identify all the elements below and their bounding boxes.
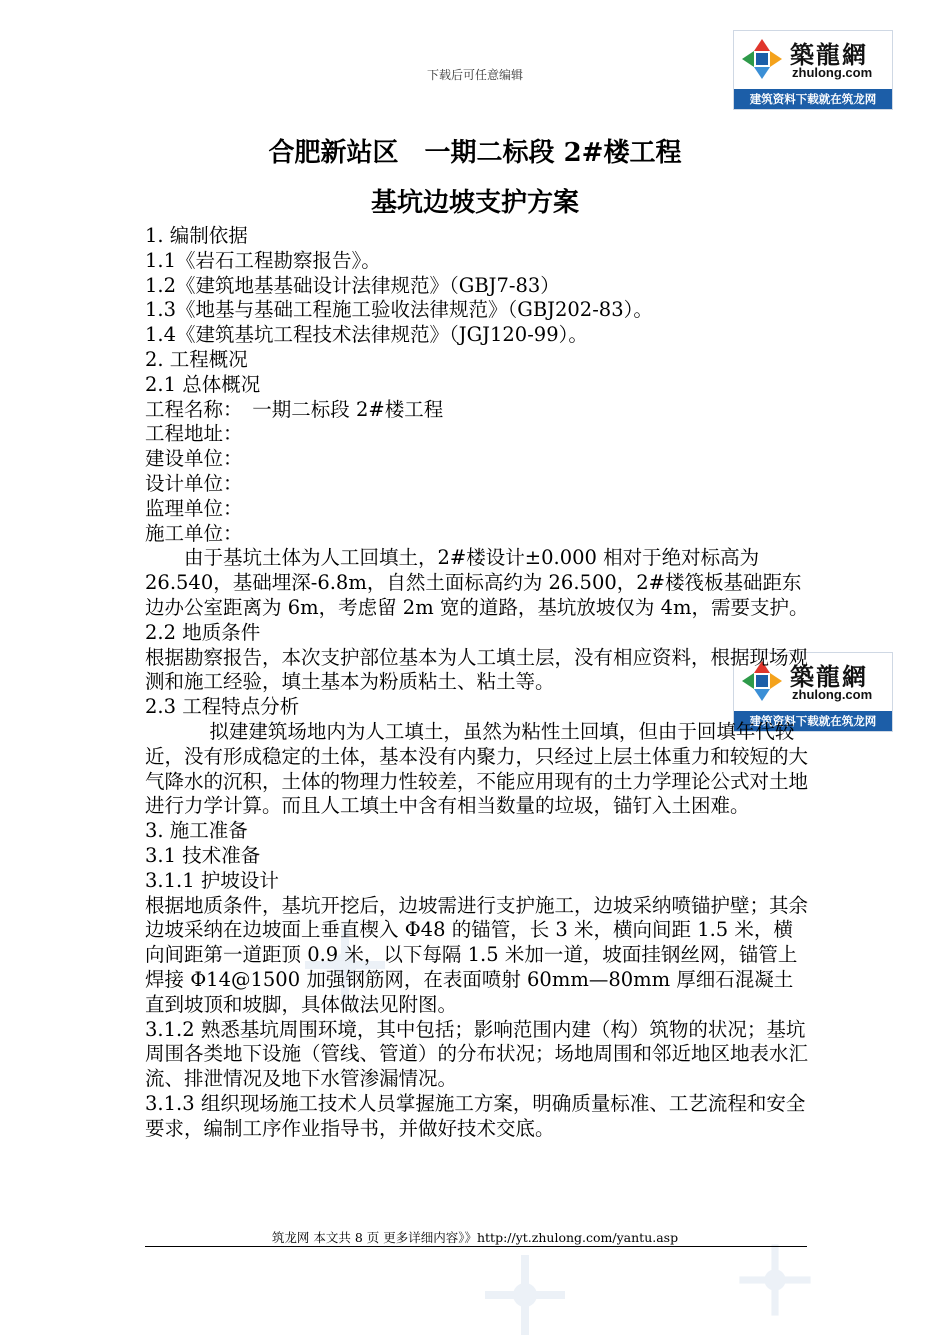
construction-unit: 施工单位： [145, 521, 243, 545]
footer-rule [145, 1246, 807, 1247]
subsection-heading: 2.3 工程特点分析 [145, 695, 300, 719]
page-footer: 筑龙网 本文共 8 页 更多详细内容》》http://yt.zhulong.com/yantu.asp [271, 1230, 679, 1245]
project-name: 工程名称： 一期二标段 2#楼工程 [145, 397, 444, 421]
document-title: 合肥新站区 一期二标段 2#楼工程 [268, 138, 682, 168]
section-heading: 3. 施工准备 [145, 819, 248, 843]
logo-en: zhulong.com [792, 687, 873, 702]
body-paragraph: 3.1.3 组织现场施工技术人员掌握施工方案，明确质量标准、工艺流程和安全要求，编制工序作业指导书，并做好技术交底。 [145, 1091, 806, 1140]
subsection-heading: 2.1 总体概况 [145, 372, 261, 396]
reference-item: 1.2《建筑地基基础设计法律规范》（GBJ7-83） [145, 273, 560, 297]
document-subtitle: 基坑边坡支护方案 [370, 188, 579, 218]
watermark-snowflake [735, 1240, 815, 1320]
logo-tagline: 建筑资料下载就在筑龙网 [734, 711, 892, 731]
reference-item: 1.1《岩石工程勘察报告》。 [145, 248, 381, 272]
logo-en: zhulong.com [792, 65, 873, 80]
zhulong-emblem-icon [740, 37, 784, 81]
section-heading: 2. 工程概况 [145, 347, 248, 371]
header-note: 下载后可任意编辑 [426, 68, 523, 82]
subsection-heading: 2.2 地质条件 [145, 620, 261, 644]
project-address: 工程地址： [145, 422, 243, 446]
subsection-heading: 3.1.1 护坡设计 [145, 868, 279, 892]
body-paragraph: 根据地质条件，基坑开挖后，边坡需进行支护施工，边坡采纳喷锚护壁；其余边坡采纳在边坡面上垂直楔入 Φ48 的锚管，长 3 米，横向间距 1.5 米，横向间距第一道距顶 0.9 米，以下每隔 1.5 米加一道，坡面挂钢丝网，锚管上焊接 Φ14@1500 加强钢筋网，在表面喷射 60mm—80mm 厚细石混凝土直到坡顶和坡脚，具体做法见附图。 [145, 893, 809, 1016]
watermark-snowflake [480, 1250, 570, 1340]
logo-tagline: 建筑资料下载就在筑龙网 [734, 89, 892, 109]
reference-item: 1.4《建筑基坑工程技术法律规范》（JGJ120-99）。 [145, 323, 588, 347]
body-paragraph: 3.1.2 熟悉基坑周围环境，其中包括；影响范围内建（构）筑物的状况；基坑周围各类地下设施（管线、管道）的分布状况；场地周围和邻近地区地表水汇流、排泄情况及地下水管渗漏情况。 [145, 1017, 809, 1091]
reference-item: 1.3《地基与基础工程施工验收法律规范》（GBJ202-83）。 [145, 298, 653, 322]
supervision-unit: 监理单位： [145, 496, 243, 520]
zhulong-logo [733, 30, 893, 110]
body-paragraph: 由于基坑土体为人工回填土，2#楼设计±0.000 相对于绝对标高为 26.540，基础埋深-6.8m，自然土面标高约为 26.500，2#楼筏板基础距东边办公室距离为 6m，考虑留 2m 宽的道路，基坑放坡仅为 4m，需要支护。 [145, 546, 809, 619]
section-heading: 1. 编制依据 [145, 224, 248, 247]
logo-cn: 築龍網 [790, 40, 868, 69]
design-unit: 设计单位： [145, 471, 243, 495]
logo-cn: 築龍網 [790, 662, 868, 691]
body-paragraph: 拟建建筑场地内为人工填土，虽然为粘性土回填，但由于回填年代较近，没有形成稳定的土体，基本没有内聚力，只经过上层土体重力和较短的大气降水的沉积，土体的物理力性较差，不能应用现有的土力学理论公式对土地进行力学计算。而且人工填土中含有相当数量的垃圾，锚钉入土困难。 [145, 719, 809, 818]
owner-unit: 建设单位： [145, 447, 243, 471]
document-body [145, 224, 810, 1141]
subsection-heading: 3.1 技术准备 [145, 843, 261, 867]
body-paragraph: 根据勘察报告，本次支护部位基本为人工填土层，没有相应资料，根据现场观测和施工经验，填土基本为粉质粘土、粘土等。 [145, 645, 809, 694]
